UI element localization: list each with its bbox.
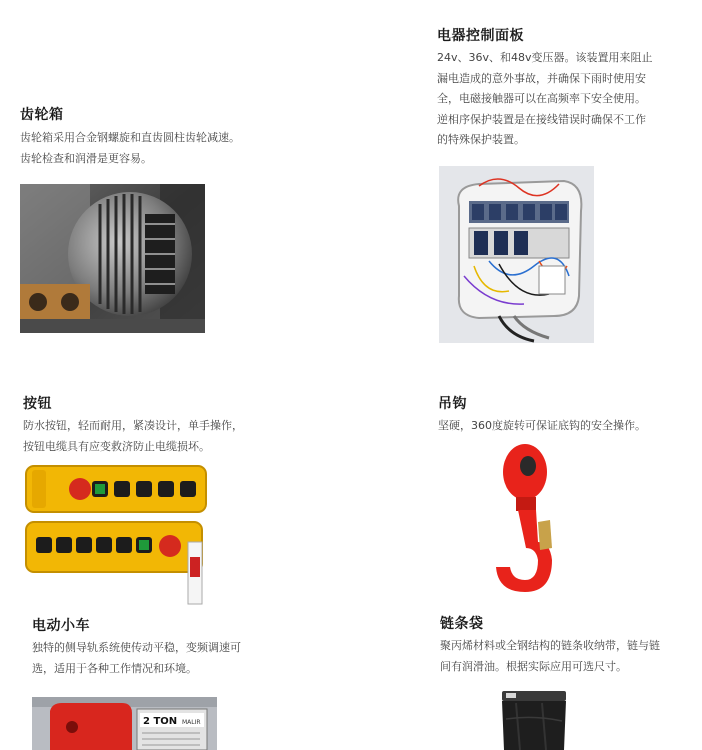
trolley-plate-capacity: 2 TON [143, 716, 178, 727]
desc-line: 全，电磁接触器可以在高频率下安全使用。 [437, 92, 646, 105]
chain-bag-photo [496, 689, 572, 750]
desc-line: 漏电造成的意外事故，并确保下雨时使用安 [437, 71, 646, 85]
hook-photo [490, 442, 570, 597]
desc-line: 聚丙烯材料或全钢结构的链条收纳带，链与链 [440, 639, 660, 652]
chainbag-title: 链条袋 [440, 616, 484, 632]
gearbox-photo [20, 184, 205, 333]
desc-line: 防水按钮，轻而耐用，紧凑设计，单手操作， [23, 419, 243, 432]
desc-line: 24v、36v、和48v变压器。该装置用来阻止 [437, 51, 653, 64]
trolley-title: 电动小车 [32, 618, 90, 634]
trolley-description [32, 638, 241, 679]
hook-description [438, 416, 646, 437]
desc-line: 坚硬，360度旋转可保证底钩的安全操作。 [438, 419, 646, 432]
electrical-description [437, 48, 653, 151]
hook-title: 吊钩 [438, 396, 467, 412]
desc-line: 的特殊保护装置。 [437, 133, 525, 146]
button-description [23, 416, 243, 457]
gearbox-description [20, 128, 240, 169]
desc-line: 间有润滑油。根据实际应用可选尺寸。 [440, 659, 627, 673]
desc-line: 选，适用于各种工作情况和环境。 [32, 661, 197, 675]
electrical-title: 电器控制面板 [437, 28, 524, 44]
control-panel-photo [439, 166, 594, 343]
gearbox-title: 齿轮箱 [20, 107, 64, 123]
desc-line: 逆相序保护装置是在接线错误时确保不工作 [437, 112, 646, 126]
button-title: 按钮 [23, 396, 52, 412]
desc-line: 齿轮检查和润滑是更容易。 [20, 151, 152, 165]
trolley-plate-brand: MALIR [182, 719, 201, 726]
desc-line: 独特的侧导轨系统使传动平稳，变频调速可 [32, 641, 241, 654]
chainbag-description [440, 636, 660, 677]
trolley-photo [32, 697, 217, 750]
desc-line: 齿轮箱采用合金钢螺旋和直齿圆柱齿轮减速。 [20, 131, 240, 144]
desc-line: 按钮电缆具有应变救济防止电缆损坏。 [23, 439, 210, 453]
pendant-photo [22, 462, 208, 606]
